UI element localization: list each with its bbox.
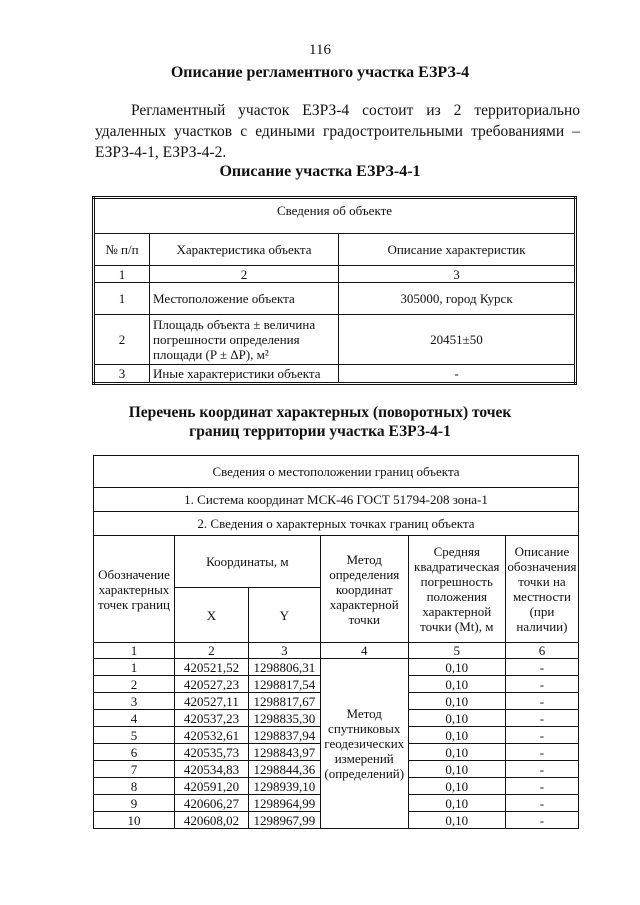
- table2-colnum: 5: [408, 643, 505, 659]
- paragraph-line-3: ЕЗРЗ-4-1, ЕЗРЗ-4-2.: [95, 144, 227, 161]
- coord-x: 420535,73: [174, 744, 248, 761]
- coord-x: 420534,83: [174, 761, 248, 778]
- coord-y: 1298967,99: [248, 812, 320, 829]
- point-description: -: [505, 693, 578, 710]
- header-method: Метод определения координат характерной точки: [320, 536, 408, 643]
- point-description: -: [505, 710, 578, 727]
- table1-header-desc: Описание характеристик: [339, 234, 576, 266]
- header-description: Описание обозначения точки на местности (при наличии): [505, 536, 578, 643]
- coord-y: 1298806,31: [248, 659, 320, 676]
- table1-title: Сведения об объекте: [94, 198, 576, 234]
- table2-colnum: 1: [94, 643, 175, 659]
- row-characteristic: [150, 315, 339, 365]
- section-heading: Описание регламентного участка ЕЗРЗ-4: [170, 64, 470, 81]
- coord-x: 420532,61: [174, 727, 248, 744]
- object-info-table: [92, 196, 577, 385]
- subsection-heading: Описание участка ЕЗРЗ-4-1: [219, 163, 421, 180]
- point-number: 2: [94, 676, 175, 693]
- coord-y: 1298835,30: [248, 710, 320, 727]
- header-point: Обозначение характерных точек границ: [94, 536, 175, 643]
- header-y: Y: [248, 588, 320, 643]
- coordinates-heading: [0, 403, 640, 441]
- row-number: 2: [94, 315, 150, 365]
- header-x: X: [174, 588, 248, 643]
- point-number: 10: [94, 812, 175, 829]
- table1-colnum: 2: [150, 266, 339, 283]
- point-description: -: [505, 659, 578, 676]
- method-cell: Метод спутниковых геодезических измерений (определений): [320, 659, 408, 829]
- point-number: 4: [94, 710, 175, 727]
- coord-y: 1298964,99: [248, 795, 320, 812]
- error-value: 0,10: [408, 778, 505, 795]
- row-number: 1: [94, 283, 150, 315]
- paragraph-line-1: Регламентный участок ЕЗРЗ-4 состоит из 2 территориально: [131, 102, 580, 119]
- coord-y: 1298844,36: [248, 761, 320, 778]
- point-description: -: [505, 727, 578, 744]
- coord-x: 420608,02: [174, 812, 248, 829]
- point-description: -: [505, 744, 578, 761]
- coord-y: 1298843,97: [248, 744, 320, 761]
- point-number: 5: [94, 727, 175, 744]
- error-value: 0,10: [408, 795, 505, 812]
- row-description: 20451±50: [339, 315, 576, 365]
- error-value: 0,10: [408, 659, 505, 676]
- header-coords: Координаты, м: [174, 536, 320, 588]
- row-characteristic: Местоположение объекта: [150, 283, 339, 315]
- point-number: 6: [94, 744, 175, 761]
- coordinates-heading-line-1: Перечень координат характерных (поворотных) точек: [128, 404, 512, 421]
- coord-x: 420591,20: [174, 778, 248, 795]
- page-number: 116: [309, 42, 331, 58]
- table1-colnum: 3: [339, 266, 576, 283]
- table2-section1: 1. Система координат МСК-46 ГОСТ 51794-208 зона-1: [94, 488, 579, 512]
- table2-colnum: 6: [505, 643, 578, 659]
- table-row: [94, 283, 576, 315]
- point-number: 1: [94, 659, 175, 676]
- characteristic-line: площади (P ± ΔP), м²: [153, 347, 269, 362]
- coord-y: 1298939,10: [248, 778, 320, 795]
- coord-x: 420527,11: [174, 693, 248, 710]
- table2-colnum: 3: [248, 643, 320, 659]
- point-description: -: [505, 761, 578, 778]
- error-value: 0,10: [408, 693, 505, 710]
- point-number: 3: [94, 693, 175, 710]
- row-description: -: [339, 365, 576, 384]
- paragraph-line-2: удаленных участков с едиными градостроительными требованиями –: [95, 123, 580, 140]
- row-description: 305000, город Курск: [339, 283, 576, 315]
- point-description: -: [505, 795, 578, 812]
- coord-y: 1298817,67: [248, 693, 320, 710]
- coord-x: 420537,23: [174, 710, 248, 727]
- row-characteristic: Иные характеристики объекта: [150, 365, 339, 384]
- table2-colnum: 2: [174, 643, 248, 659]
- point-number: 9: [94, 795, 175, 812]
- error-value: 0,10: [408, 676, 505, 693]
- point-description: -: [505, 676, 578, 693]
- point-description: -: [505, 812, 578, 829]
- error-value: 0,10: [408, 744, 505, 761]
- coord-x: 420606,27: [174, 795, 248, 812]
- coordinates-table: [93, 455, 579, 829]
- table-row: [94, 365, 576, 384]
- intro-paragraph: [95, 100, 580, 163]
- error-value: 0,10: [408, 710, 505, 727]
- table-row: [94, 659, 579, 676]
- coord-x: 420521,52: [174, 659, 248, 676]
- error-value: 0,10: [408, 761, 505, 778]
- header-error: Средняя квадратическая погрешность положения характерной точки (Mt), м: [408, 536, 505, 643]
- characteristic-line: погрешности определения: [153, 332, 300, 347]
- table2-colnum: 4: [320, 643, 408, 659]
- point-number: 7: [94, 761, 175, 778]
- coordinates-heading-line-2: границ территории участка ЕЗРЗ-4-1: [189, 423, 451, 440]
- table1-colnum: 1: [94, 266, 150, 283]
- row-number: 3: [94, 365, 150, 384]
- coord-x: 420527,23: [174, 676, 248, 693]
- error-value: 0,10: [408, 727, 505, 744]
- point-description: -: [505, 778, 578, 795]
- table2-title: Сведения о местоположении границ объекта: [94, 456, 579, 488]
- table1-header-char: Характеристика объекта: [150, 234, 339, 266]
- characteristic-line: Площадь объекта ± величина: [153, 317, 316, 332]
- point-number: 8: [94, 778, 175, 795]
- coord-y: 1298837,94: [248, 727, 320, 744]
- table-row: [94, 315, 576, 365]
- error-value: 0,10: [408, 812, 505, 829]
- table2-section2: 2. Сведения о характерных точках границ объекта: [94, 512, 579, 536]
- coord-y: 1298817,54: [248, 676, 320, 693]
- table1-header-num: № п/п: [94, 234, 150, 266]
